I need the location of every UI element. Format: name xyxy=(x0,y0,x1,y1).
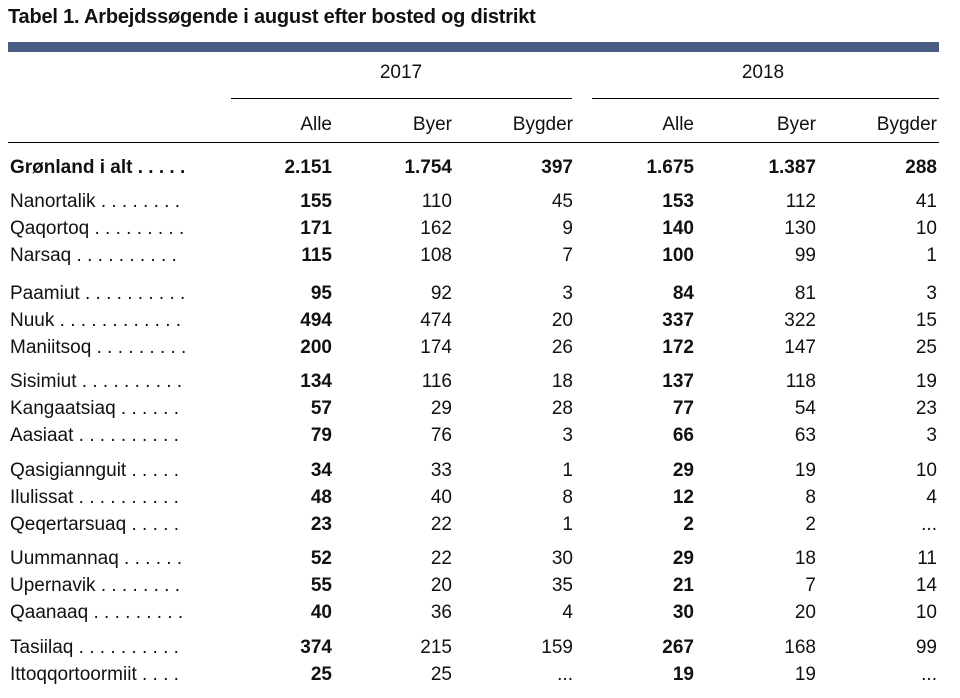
cell-alle-2018: 30 xyxy=(672,602,694,623)
cell-alle-2017: 134 xyxy=(300,371,332,392)
row-label: Upernavik . . . . . . . . xyxy=(10,575,180,596)
cell-bygder-2018: 4 xyxy=(926,487,937,508)
cell-bygder-2018: 288 xyxy=(905,157,937,178)
cell-alle-2018: 66 xyxy=(672,425,694,446)
cell-alle-2017: 115 xyxy=(301,245,332,266)
table-row xyxy=(0,337,960,363)
cell-byer-2018: 8 xyxy=(805,487,816,508)
cell-byer-2018: 147 xyxy=(784,337,816,358)
cell-alle-2017: 79 xyxy=(310,425,332,446)
cell-byer-2018: 19 xyxy=(794,460,816,481)
cell-alle-2018: 100 xyxy=(662,245,694,266)
cell-alle-2018: 137 xyxy=(662,371,694,392)
cell-alle-2017: 155 xyxy=(300,191,332,212)
cell-bygder-2017: 35 xyxy=(551,575,573,596)
title-rule xyxy=(8,42,939,52)
table-row xyxy=(0,398,960,424)
cell-alle-2018: 21 xyxy=(672,575,694,596)
cell-alle-2017: 95 xyxy=(310,283,332,304)
table-row xyxy=(0,460,960,486)
cell-alle-2018: 29 xyxy=(672,460,694,481)
cell-byer-2017: 116 xyxy=(421,371,452,392)
row-label: Qaanaaq . . . . . . . . . xyxy=(10,602,184,623)
cell-bygder-2018: 19 xyxy=(915,371,937,392)
row-label: Kangaatsiaq . . . . . . xyxy=(10,398,179,419)
cell-bygder-2018: 25 xyxy=(915,337,937,358)
cell-byer-2018: 99 xyxy=(794,245,816,266)
cell-byer-2018: 81 xyxy=(794,283,816,304)
row-label: Sisimiut . . . . . . . . . . xyxy=(10,371,183,392)
cell-alle-2017: 52 xyxy=(310,548,332,569)
cell-alle-2017: 57 xyxy=(310,398,332,419)
table-row xyxy=(0,664,960,690)
cell-byer-2018: 112 xyxy=(785,191,816,212)
cell-byer-2017: 22 xyxy=(430,548,452,569)
cell-alle-2017: 34 xyxy=(310,460,332,481)
row-label: Maniitsoq . . . . . . . . . xyxy=(10,337,187,358)
cell-byer-2018: 7 xyxy=(805,575,816,596)
cell-byer-2017: 29 xyxy=(430,398,452,419)
cell-alle-2017: 55 xyxy=(310,575,332,596)
table-row xyxy=(0,371,960,397)
cell-bygder-2017: 26 xyxy=(551,337,573,358)
cell-bygder-2017: 3 xyxy=(562,283,573,304)
table-row xyxy=(0,514,960,540)
column-header-bygder-2018: Bygder xyxy=(876,114,937,135)
header-rule xyxy=(8,142,939,143)
cell-bygder-2017: 20 xyxy=(551,310,573,331)
cell-byer-2017: 162 xyxy=(420,218,452,239)
cell-bygder-2018: 99 xyxy=(915,637,937,658)
row-label: Nuuk . . . . . . . . . . . . xyxy=(10,310,182,331)
cell-bygder-2017: 18 xyxy=(551,371,573,392)
table-row xyxy=(0,191,960,217)
cell-alle-2017: 171 xyxy=(300,218,332,239)
year-2018-header: 2018 xyxy=(741,62,785,83)
cell-alle-2018: 84 xyxy=(672,283,694,304)
table-row xyxy=(0,602,960,628)
cell-bygder-2017: 397 xyxy=(541,157,573,178)
cell-byer-2018: 1.387 xyxy=(768,157,816,178)
table-row xyxy=(0,218,960,244)
cell-bygder-2018: 15 xyxy=(915,310,937,331)
cell-bygder-2017: 1 xyxy=(562,514,573,535)
cell-byer-2018: 19 xyxy=(794,664,816,685)
cell-alle-2018: 12 xyxy=(672,487,694,508)
cell-alle-2018: 140 xyxy=(662,218,694,239)
cell-bygder-2017: 4 xyxy=(562,602,573,623)
row-label: Qaqortoq . . . . . . . . . xyxy=(10,218,185,239)
year-2017-rule xyxy=(231,98,572,99)
cell-alle-2017: 25 xyxy=(310,664,332,685)
row-label: Qeqertarsuaq . . . . . xyxy=(10,514,179,535)
cell-bygder-2018: 23 xyxy=(915,398,937,419)
cell-alle-2017: 494 xyxy=(300,310,332,331)
cell-bygder-2017: 7 xyxy=(562,245,573,266)
cell-bygder-2017: 3 xyxy=(562,425,573,446)
cell-bygder-2018: ... xyxy=(921,664,937,685)
year-2017-header: 2017 xyxy=(379,62,423,83)
cell-bygder-2017: 45 xyxy=(551,191,573,212)
cell-byer-2018: 322 xyxy=(784,310,816,331)
row-label: Ittoqqortoormiit . . . . xyxy=(10,664,179,685)
cell-alle-2017: 200 xyxy=(300,337,332,358)
cell-byer-2017: 474 xyxy=(420,310,452,331)
cell-alle-2017: 23 xyxy=(310,514,332,535)
row-label: Aasiaat . . . . . . . . . . xyxy=(10,425,179,446)
cell-bygder-2018: 3 xyxy=(926,425,937,446)
cell-bygder-2018: 3 xyxy=(926,283,937,304)
table-row xyxy=(0,425,960,451)
cell-byer-2017: 108 xyxy=(420,245,452,266)
column-header-alle-2018: Alle xyxy=(662,114,694,135)
cell-bygder-2017: 9 xyxy=(562,218,573,239)
cell-alle-2018: 2 xyxy=(683,514,694,535)
cell-byer-2017: 174 xyxy=(420,337,452,358)
cell-byer-2018: 18 xyxy=(794,548,816,569)
cell-byer-2018: 20 xyxy=(794,602,816,623)
cell-bygder-2018: 1 xyxy=(926,245,937,266)
cell-byer-2017: 22 xyxy=(430,514,452,535)
row-label: Paamiut . . . . . . . . . . xyxy=(10,283,186,304)
cell-byer-2017: 36 xyxy=(430,602,452,623)
cell-byer-2018: 2 xyxy=(805,514,816,535)
column-header-byer-2017: Byer xyxy=(412,114,452,135)
total-row xyxy=(0,157,960,183)
table-row xyxy=(0,548,960,574)
cell-byer-2018: 118 xyxy=(785,371,816,392)
cell-byer-2017: 110 xyxy=(421,191,452,212)
cell-alle-2017: 48 xyxy=(310,487,332,508)
table-title: Tabel 1. Arbejdssøgende i august efter bosted og distrikt xyxy=(8,6,536,28)
cell-bygder-2018: ... xyxy=(921,514,937,535)
row-label: Ilulissat . . . . . . . . . . xyxy=(10,487,179,508)
table-row xyxy=(0,487,960,513)
column-header-bygder-2017: Bygder xyxy=(512,114,573,135)
cell-byer-2018: 54 xyxy=(794,398,816,419)
cell-byer-2017: 20 xyxy=(430,575,452,596)
cell-bygder-2018: 14 xyxy=(915,575,937,596)
cell-bygder-2017: 30 xyxy=(551,548,573,569)
cell-bygder-2017: 1 xyxy=(562,460,573,481)
cell-bygder-2018: 10 xyxy=(915,460,937,481)
cell-alle-2018: 19 xyxy=(672,664,694,685)
cell-bygder-2017: ... xyxy=(557,664,573,685)
row-label: Narsaq . . . . . . . . . . xyxy=(10,245,177,266)
cell-byer-2018: 63 xyxy=(794,425,816,446)
row-label: Tasiilaq . . . . . . . . . . xyxy=(10,637,179,658)
cell-bygder-2018: 10 xyxy=(915,218,937,239)
cell-bygder-2017: 159 xyxy=(541,637,573,658)
cell-bygder-2018: 41 xyxy=(915,191,937,212)
row-label: Uummannaq . . . . . . xyxy=(10,548,183,569)
table-row xyxy=(0,575,960,601)
cell-byer-2017: 40 xyxy=(430,487,452,508)
cell-byer-2018: 130 xyxy=(784,218,816,239)
cell-alle-2018: 172 xyxy=(662,337,694,358)
row-label: Qasigiannguit . . . . . xyxy=(10,460,179,481)
cell-alle-2017: 2.151 xyxy=(284,157,332,178)
year-2018-rule xyxy=(592,98,939,99)
column-header-alle-2017: Alle xyxy=(300,114,332,135)
cell-alle-2017: 40 xyxy=(310,602,332,623)
cell-alle-2018: 1.675 xyxy=(646,157,694,178)
cell-byer-2018: 168 xyxy=(784,637,816,658)
table-row xyxy=(0,283,960,309)
cell-alle-2018: 267 xyxy=(662,637,694,658)
cell-alle-2017: 374 xyxy=(300,637,332,658)
column-header-byer-2018: Byer xyxy=(776,114,816,135)
cell-alle-2018: 153 xyxy=(662,191,694,212)
table-row xyxy=(0,637,960,663)
cell-alle-2018: 29 xyxy=(672,548,694,569)
cell-alle-2018: 77 xyxy=(672,398,694,419)
cell-byer-2017: 215 xyxy=(420,637,452,658)
table-row xyxy=(0,245,960,271)
cell-bygder-2018: 10 xyxy=(915,602,937,623)
table-row xyxy=(0,310,960,336)
cell-byer-2017: 25 xyxy=(430,664,452,685)
cell-byer-2017: 1.754 xyxy=(404,157,452,178)
cell-byer-2017: 33 xyxy=(430,460,452,481)
cell-byer-2017: 76 xyxy=(430,425,452,446)
cell-byer-2017: 92 xyxy=(430,283,452,304)
cell-alle-2018: 337 xyxy=(662,310,694,331)
cell-bygder-2017: 28 xyxy=(551,398,573,419)
cell-bygder-2017: 8 xyxy=(562,487,573,508)
cell-bygder-2018: 11 xyxy=(917,548,937,569)
row-label: Nanortalik . . . . . . . . xyxy=(10,191,180,212)
row-label: Grønland i alt . . . . . xyxy=(10,157,186,178)
